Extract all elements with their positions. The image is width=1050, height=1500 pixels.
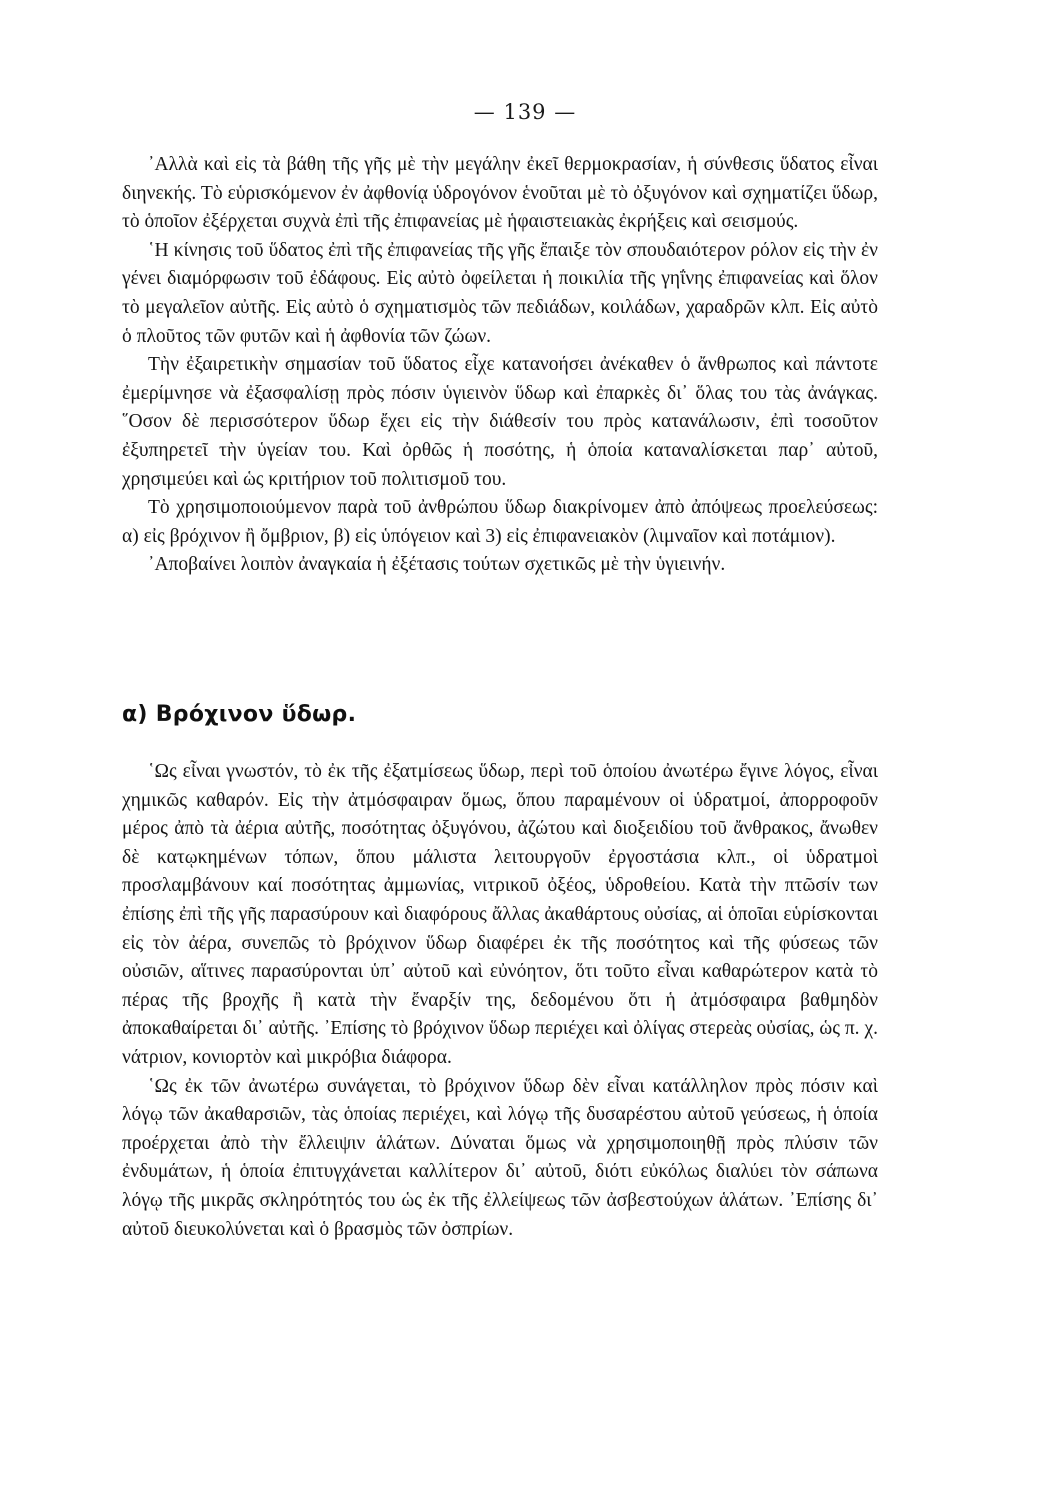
page-number: — 139 — <box>473 100 577 124</box>
paragraph: ᾿Αποβαίνει λοιπὸν ἀναγκαία ἡ ἐξέτασις τούτων σχετικῶς μὲ τὴν ὑγιεινήν. <box>148 554 726 576</box>
section-text-block <box>122 758 878 1244</box>
paragraph: ῾Ως εἶναι γνωστόν, τὸ ἐκ τῆς ἐξατμίσεως ὕδωρ, περὶ τοῦ ὁποίου ἀνωτέρω ἔγινε λόγος, εἶναι χημικῶς καθαρόν. Εἰς τὴν ἀτμόσφαιραν ὅμως, ὅπου παραμένουν οἱ ὑδρατμοί, ἀπορροφοῦν μέρος ἀπὸ τὰ ἀέρια αὐτῆς, ποσότητας ὀξυγόνου, ἀζώτου καὶ διοξειδίου τοῦ ἄνθρακος, ἄνωθεν δὲ κατῳκημένων τόπων, ὅπου μάλιστα λειτουργοῦν ἐργοστάσια κλπ., οἱ ὑδρατμοὶ προσλαμβάνουν καί ποσότητας ἀμμωνίας, νιτρικοῦ ὀξέος, ὑδροθείου. Κατὰ τὴν πτῶσίν των ἐπίσης ἐπὶ τῆς γῆς παρασύρουν καὶ διαφόρους ἄλλας ἀκαθάρτους οὐσίας, αἱ ὁποῖαι εὑρίσκονται εἰς τὸν ἀέρα, συνεπῶς τὸ βρόχινον ὕδωρ διαφέρει ἐκ τῆς ποσότητος καὶ τῆς φύσεως τῶν οὐσιῶν, αἵτινες παρασύρονται ὑπ᾿ αὐτοῦ καὶ εὐνόητον, ὅτι τοῦτο εἶναι καθαρώτερον κατὰ τὸ πέρας τῆς βροχῆς ἢ κατὰ τὴν ἔναρξίν της, δεδομένου ὅτι ἡ ἀτμόσφαιρα βαθμηδὸν ἀποκαθαίρεται δι᾿ αὐτῆς. ᾿Επίσης τὸ βρόχινον ὕδωρ περιέχει καὶ ὀλίγας στερεὰς οὐσίας, ὡς π. χ. νάτριον, κονιορτὸν καὶ μικρόβια διάφορα. <box>122 761 878 1068</box>
paragraph: ῾Ως ἐκ τῶν ἀνωτέρω συνάγεται, τὸ βρόχινον ὕδωρ δὲν εἶναι κατάλληλον πρὸς πόσιν καὶ λόγῳ τῶν ἀκαθαρσιῶν, τὰς ὁποίας περιέχει, καὶ λόγῳ τῆς δυσαρέστου αὐτοῦ γεύσεως, ἡ ὁποία προέρχεται ἀπὸ τὴν ἔλλειψιν ἁλάτων. Δύναται ὅμως νὰ χρησιμοποιηθῇ πρὸς πλύσιν τῶν ἐνδυμάτων, ἡ ὁποία ἐπιτυγχάνεται καλλίτερον δι᾿ αὐτοῦ, διότι εὐκόλως διαλύει τὸν σάπωνα λόγῳ τῆς μικρᾶς σκληρότητός του ὡς ἐκ τῆς ἐλλείψεως τῶν ἀσβεστούχων ἁλάτων. ᾿Επίσης δι᾿ αὐτοῦ διευκολύνεται καὶ ὁ βρασμὸς τῶν ὀσπρίων. <box>122 1075 878 1240</box>
paragraph: ῾Η κίνησις τοῦ ὕδατος ἐπὶ τῆς ἐπιφανείας τῆς γῆς ἔπαιξε τὸν σπουδαιότερον ρόλον εἰς τὴν ἐν γένει διαμόρφωσιν τοῦ ἐδάφους. Εἰς αὐτὸ ὀφείλεται ἡ ποικιλία τῆς γηΐνης ἐπιφανείας καὶ ὅλον τὸ μεγαλεῖον αὐτῆς. Εἰς αὐτὸ ὁ σχηματισμὸς τῶν πεδιάδων, κοιλάδων, χαραδρῶν κλπ. Εἰς αὐτὸ ὁ πλοῦτος τῶν φυτῶν καὶ ἡ ἀφθονία τῶν ζώων. <box>122 239 878 347</box>
intro-text-block <box>122 151 878 580</box>
paragraph: Τὴν ἐξαιρετικὴν σημασίαν τοῦ ὕδατος εἶχε κατανοήσει ἀνέκαθεν ὁ ἄνθρωπος καὶ πάντοτε ἐμερίμνησε νὰ ἐξασφαλίσῃ πρὸς πόσιν ὑγιεινὸν ὕδωρ καὶ ἐπαρκὲς δι᾿ ὅλας του τὰς ἀνάγκας. ῞Οσον δὲ περισσότερον ὕδωρ ἔχει εἰς τὴν διάθεσίν του πρὸς κατανάλωσιν, ἐπὶ τοσοῦτον ἐξυπηρετεῖ τὴν ὑγείαν του. Καὶ ὀρθῶς ἡ ποσότης, ἡ ὁποία καταναλίσκεται παρ᾿ αὐτοῦ, χρησιμεύει καὶ ὡς κριτήριον τοῦ πολιτισμοῦ του. <box>122 354 878 490</box>
paragraph: ᾿Αλλὰ καὶ εἰς τὰ βάθη τῆς γῆς μὲ τὴν μεγάλην ἐκεῖ θερμοκρασίαν, ἡ σύνθεσις ὕδατος εἶναι διηνεκής. Τὸ εὑρισκόμενον ἐν ἀφθονίᾳ ὑδρογόνον ἑνοῦται μὲ τὸ ὀξυγόνον καὶ σχηματίζει ὕδωρ, τὸ ὁποῖον ἐξέρχεται συχνὰ ἐπὶ τῆς ἐπιφανείας μὲ ἡφαιστειακὰς ἐκρήξεις καὶ σεισμούς. <box>122 154 878 233</box>
section-heading: α) Βρόχινον ὕδωρ. <box>122 702 357 727</box>
paragraph: Τὸ χρησιμοποιούμενον παρὰ τοῦ ἀνθρώπου ὕδωρ διακρίνομεν ἀπὸ ἀπόψεως προελεύσεως: α) εἰς βρόχινον ἢ ὄμβριον, β) εἰς ὑπόγειον καὶ 3) εἰς ἐπιφανειακὸν (λιμναῖον καὶ ποτάμιον). <box>122 497 878 547</box>
